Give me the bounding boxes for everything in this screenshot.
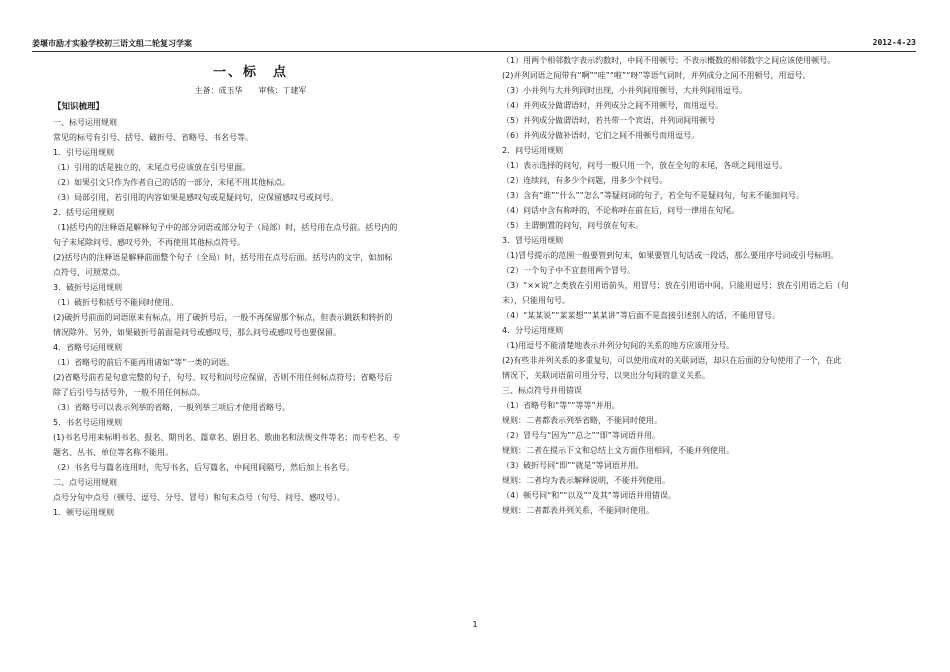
text-line: 3．冒号运用规则 <box>502 236 564 245</box>
text-line: 4．分号运用规则 <box>502 326 564 335</box>
left-lines <box>53 100 448 520</box>
text-line: （2）书名号与篇名连用时，先写书名，后写篇名，中间用间隔号，然后加上书名号。 <box>53 463 355 472</box>
text-line: 2．问号运用规则 <box>502 146 564 155</box>
text-line: 情况下，关联词语前可用分号，以突出分句间的意义关系。 <box>502 371 710 380</box>
text-line: （1)括号内的注释语是解释句子中的部分词语或部分句子（局部）时，括号用在点号前。括号内的 <box>53 223 398 232</box>
text-line: （1）表示选择的问句，问号一般只用一个，放在全句的末尾，各项之间用逗号。 <box>502 161 788 170</box>
text-line: （1）省略号和“等”“等等”并用。 <box>502 401 620 410</box>
text-line: （1）省略号的前后不能再用诸如“等”一类的词语。 <box>53 358 235 367</box>
text-line: （2）连续问，有多少个问题，用多少个问号。 <box>502 176 668 185</box>
text-line: （2）如果引文只作为作者自己的话的一部分，末尾不用其他标点。 <box>53 178 291 187</box>
page-header <box>32 38 916 52</box>
text-line: （4）问话中含有称呼的，不论称呼在前在后，问号一律用在句尾。 <box>502 206 740 215</box>
text-line: （4）并列成分做谓语时，并列成分之间不用顿号，而用逗号。 <box>502 101 724 110</box>
text-line: 二、点号运用规则 <box>53 478 117 487</box>
text-line: 除了后引号与括号外，一般不用任何标点。 <box>53 388 205 397</box>
text-line: （4）顿号同“和”“以及”“及其”等词语并用错误。 <box>502 491 676 500</box>
left-column <box>53 60 448 520</box>
text-line: 规则：二者均为表示解释说明，不能并列使用。 <box>502 476 670 485</box>
text-line: （2）冒号与“因为”“总之”“即”等词语并用。 <box>502 431 660 440</box>
text-line: （5）并列成分做谓语时，若共带一个宾语，并列词间用顿号 <box>502 116 716 125</box>
page-number: 1 <box>472 620 478 629</box>
text-line: 5．书名号运用规则 <box>53 418 123 427</box>
text-line: (2)括号内的注释语是解释前面整个句子（全局）时，括号用在点号后面。括号内的文字，如加标 <box>53 253 393 262</box>
text-line: 情况除外。另外，如果破折号前面是问号或感叹号，那么问号或感叹号也要保留。 <box>53 328 341 337</box>
right-lines <box>502 53 912 518</box>
text-line: （3）破折号同“即”“就是”等词语并用。 <box>502 461 644 470</box>
text-line: （1）破折号和括号不能同时使用。 <box>53 298 179 307</box>
text-line: （4）“某某说”“某某想”“某某讲”等后面不是直接引述别人的话，不能用冒号。 <box>502 311 780 320</box>
text-line: 三、标点符号并用错误 <box>502 386 582 395</box>
right-column <box>502 53 912 518</box>
text-line: 句子末尾除问号、感叹号外，不再使用其他标点符号。 <box>53 238 245 247</box>
text-line: (2)破折号前面的词语原来有标点，用了破折号后，一般不再保留那个标点，但表示跳跃和转折的 <box>53 313 393 322</box>
text-line: （3）小并列与大并列同时出现，小并列间用顿号，大并列间用逗号。 <box>502 86 748 95</box>
text-line: （1)冒号提示的范围一般要管到句末，如果要管几句话或一段话，那么要用序号词或引号标明。 <box>502 251 839 260</box>
text-line: 点符号，可照常点。 <box>53 268 125 277</box>
text-line: 点号分句中点号（顿号、逗号、分号、冒号）和句末点号（句号、问号、感叹号）。 <box>53 493 345 502</box>
text-line: 2．括号运用规则 <box>53 208 115 217</box>
text-line: 1．引号运用规则 <box>53 148 115 157</box>
text-line: 规则：二者在提示下文和总结上文方面作用相同，不能并列使用。 <box>502 446 734 455</box>
text-line: (1)书名号用来标明书名、报名、期刊名、篇章名、剧目名、歌曲名和法规文件等名；而专栏名、专 <box>53 433 401 442</box>
text-line: （5）主谓倒置的问句，问号放在句末。 <box>502 221 644 230</box>
doc-title: 一、标 点 <box>212 65 288 80</box>
text-line: （3）含有“谁”“什么”“怎么”等疑问词的句子，若全句不是疑问句，句末不能加问号。 <box>502 191 804 200</box>
text-line: （1）引用的话是独立的，末尾点号应该放在引号里面。 <box>53 163 251 172</box>
byline: 主备：成玉华 审核：丁建军 <box>194 86 307 95</box>
text-line: 3．破折号运用规则 <box>53 283 123 292</box>
text-line: 【知识梳理】 <box>53 102 105 112</box>
text-line: 规则：二者都表并列关系，不能同时使用。 <box>502 506 654 515</box>
text-line: 题名、丛书、单位等名称不能用。 <box>53 448 173 457</box>
text-line: （3）局部引用，若引用的内容如果是感叹句或是疑问句，应保留感叹号或问号。 <box>53 193 339 202</box>
text-line: （3）省略号可以表示列举的省略，一般列举三项后才使用省略号。 <box>53 403 291 412</box>
text-line: 末），只能用句号。 <box>502 296 570 305</box>
text-line: (2)省略号前若是句意完整的句子，句号、叹号和问号应保留，否则不用任何标点符号；省略号后 <box>53 373 393 382</box>
text-line: (2)并列词语之间带有“啊”“哇”“啦”“呀”等语气词时，并列成分之间不用顿号，用逗号。 <box>502 71 811 80</box>
school-header: 姜堰市励才实验学校初三语文组二轮复习学案 <box>32 39 192 48</box>
text-line: （1)用逗号不能清楚地表示并列分句间的关系的地方应该用分号。 <box>502 341 735 350</box>
text-line: 常见的标号有引号、括号、破折号、省略号、书名号等。 <box>53 133 253 142</box>
date-header: 2012-4-23 <box>872 38 916 47</box>
text-line: 1．顿号运用规则 <box>53 508 115 517</box>
text-line: （3）“××说”之类放在引用语前头，用冒号；放在引用语中间，只能用逗号；放在引用语之后（句 <box>502 281 849 290</box>
text-line: （6）并列成分做补语时，它们之间不用顿号而用逗号。 <box>502 131 700 140</box>
text-line: 规则：二者都表示列举省略，不能同时使用。 <box>502 416 662 425</box>
text-line: （2）一个句子中不宜套用两个冒号。 <box>502 266 636 275</box>
text-line: 一、标号运用规则 <box>53 118 117 127</box>
text-line: 4．省略号运用规则 <box>53 343 123 352</box>
header-divider <box>32 51 916 52</box>
text-line: （1）用两个相邻数字表示约数时，中间不用顿号；不表示概数的相邻数字之间应该使用顿号。 <box>502 56 836 65</box>
text-line: (2)有些非并列关系的多重复句，可以使用成对的关联词语，却只在后面的分句使用了一个，在此 <box>502 356 842 365</box>
